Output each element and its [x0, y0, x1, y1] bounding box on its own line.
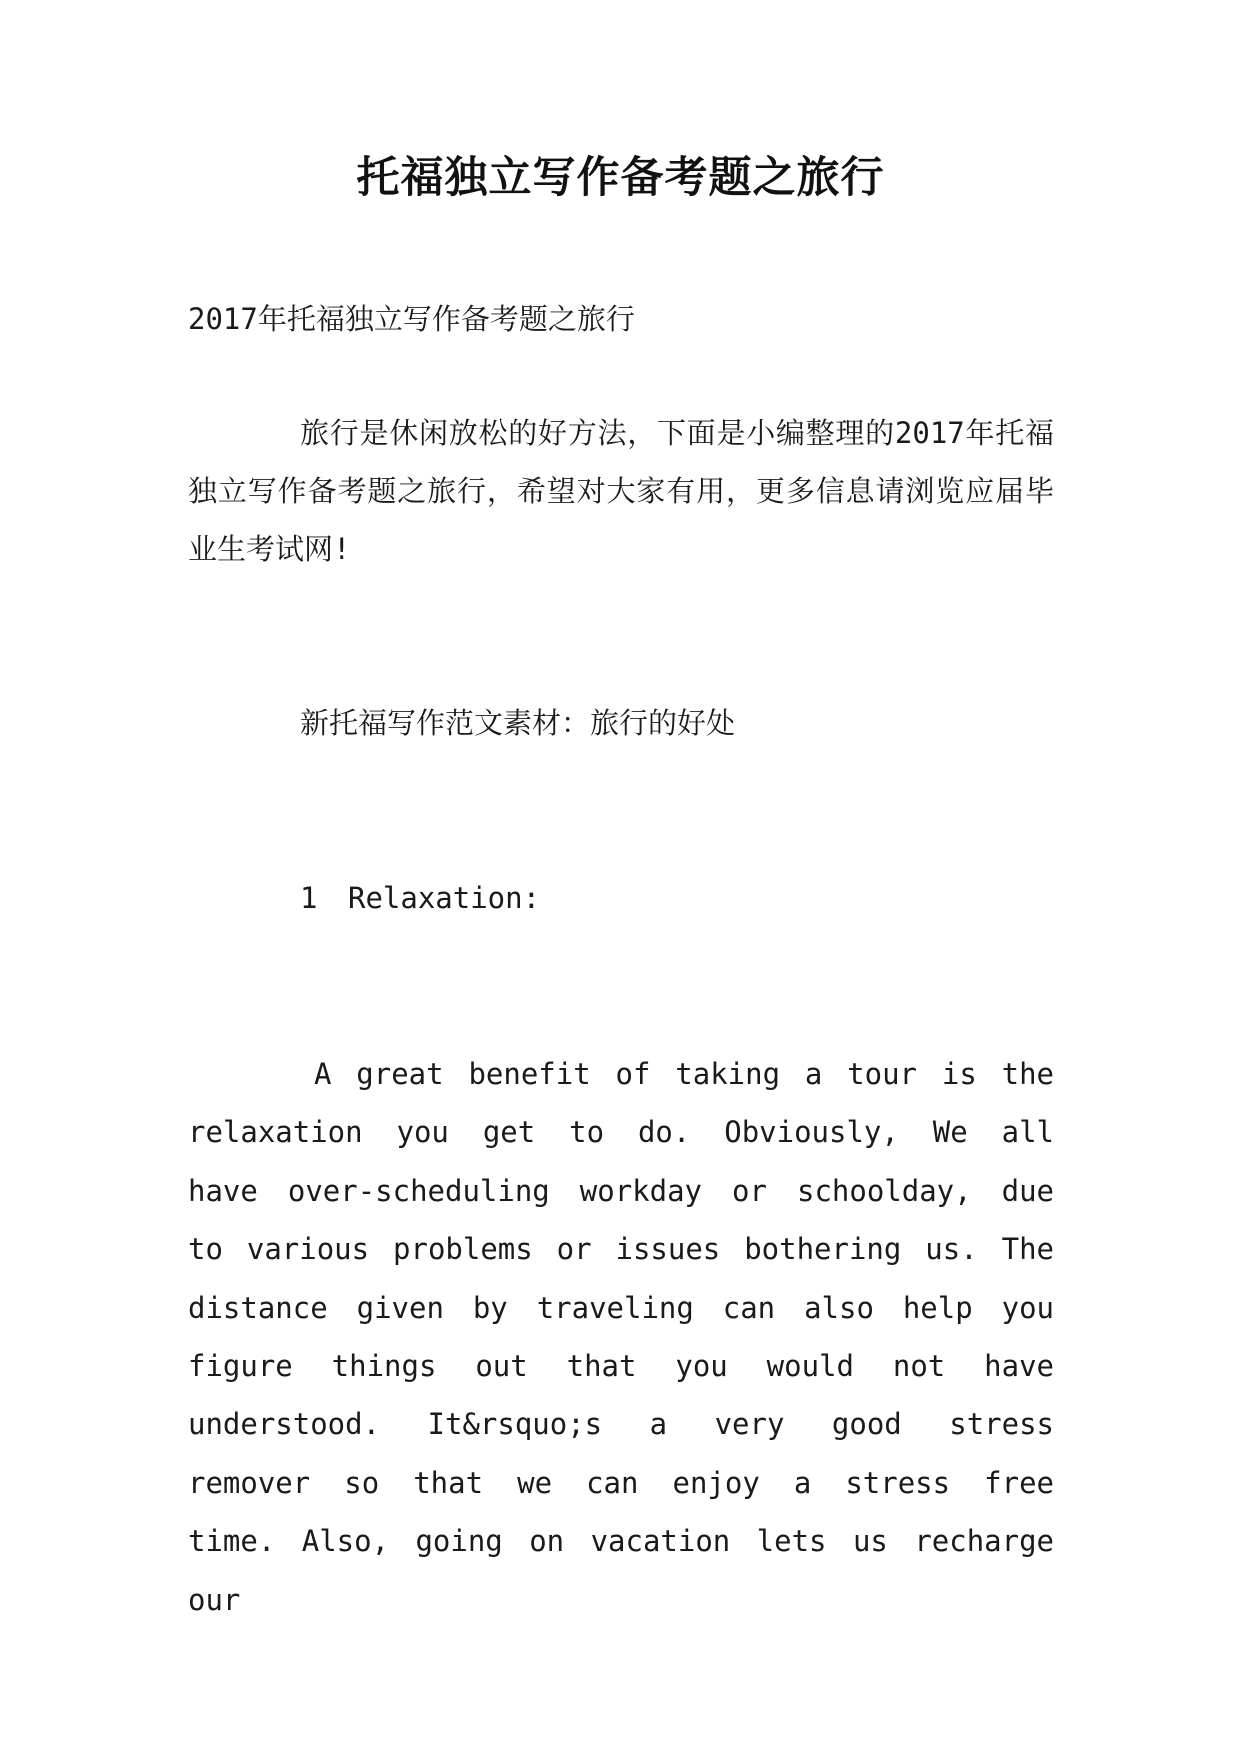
document-title: 托福独立写作备考题之旅行	[356, 153, 885, 203]
document-subtitle: 2017年托福独立写作备考题之旅行	[188, 302, 635, 336]
body-paragraph: A great benefit of taking a tour is the relaxation you get to do. Obviously, We all have over-scheduling workday or schoolday, due to various problems or issues bothering us. The distance given by traveling can also help you figure things out that you would not have understood. It&rsquo;s a very good stress remover so that we can enjoy a stress free time. Also, going on vacation lets us recharge our	[188, 1057, 1054, 1617]
item-heading	[188, 869, 1054, 927]
item-label: Relaxation:	[348, 881, 541, 915]
intro-paragraph: 旅行是休闲放松的好方法，下面是小编整理的2017年托福独立写作备考题之旅行，希望对大家有用，更多信息请浏览应届毕业生考试网!	[188, 416, 1054, 566]
section-heading: 新托福写作范文素材：旅行的好处	[300, 706, 736, 740]
item-number: 1	[300, 881, 318, 915]
